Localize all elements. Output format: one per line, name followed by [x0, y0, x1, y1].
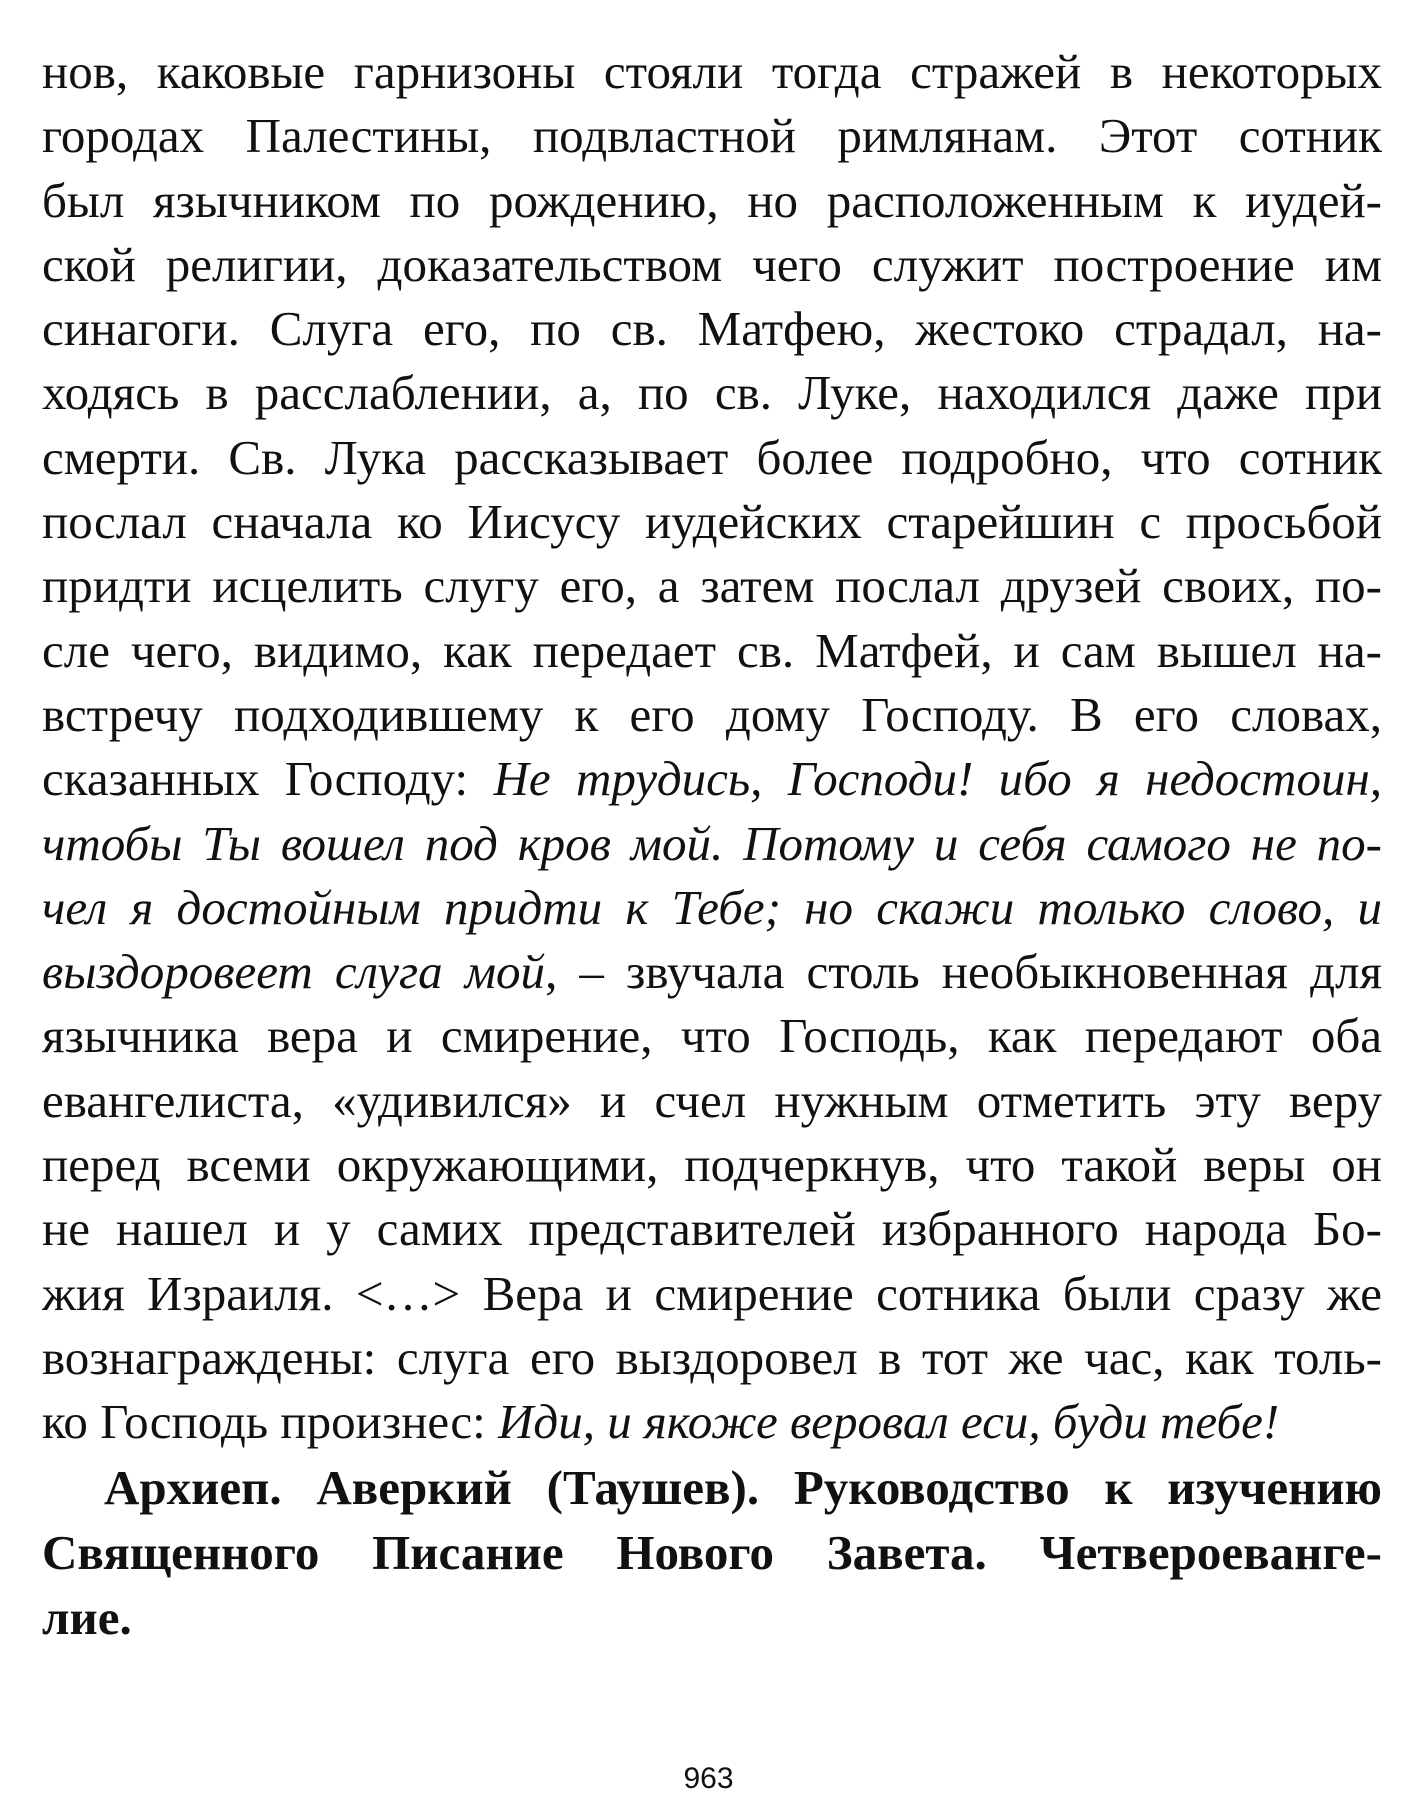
text-line: ходясь в расслаблении, а, по св. Луке, находился даже при [42, 365, 1382, 421]
text-line: встречу подходившему к его дому Господу. В его словах, [42, 686, 1382, 742]
italic-quote: выздоровеет слуга мой [42, 944, 546, 1000]
italic-quote: Не трудись, Господи! ибо я недостоин, [493, 751, 1382, 807]
source-line: лие. [42, 1589, 132, 1645]
italic-quote-line: чтобы Ты вошел под кров мой. Потому и себя самого не по- [42, 815, 1382, 871]
italic-quote-line: чел я достойным придти к Тебе; но скажи только слово, и [42, 879, 1382, 935]
text-line [42, 940, 1382, 1004]
text-line: вознаграждены: слуга его выздоровел в тот же час, как толь- [42, 1329, 1382, 1385]
text-line: придти исцелить слугу его, а затем послал друзей своих, по- [42, 558, 1382, 614]
page-content [42, 40, 1382, 1650]
text-line: нов, каковые гарнизоны стояли тогда стражей в некоторых [42, 44, 1382, 99]
text-line: перед всеми окружающими, подчеркнув, что такой веры он [42, 1137, 1382, 1193]
text-span: , – звучала столь необыкновенная для [545, 944, 1382, 1000]
text-line: ской религии, доказательством чего служит построение им [42, 236, 1382, 292]
text-line: сле чего, видимо, как передает св. Матфей, и сам вышел на- [42, 622, 1382, 678]
text-line: не нашел и у самих представителей избранного народа Бо- [42, 1201, 1382, 1257]
text-line: жия Израиля. <…> Вера и смирение сотника были сразу же [42, 1265, 1382, 1321]
source-line: Священного Писание Нового Завета. Четвероеванге- [42, 1524, 1382, 1580]
text-span: ко Господь произнес: [42, 1394, 499, 1450]
text-span: сказанных Господу: [42, 751, 494, 807]
text-line: послал сначала ко Иисусу иудейских старейшин с просьбой [42, 494, 1382, 550]
text-line: был язычником по рождению, но расположенным к иудей- [42, 172, 1382, 228]
text-line: городах Палестины, подвластной римлянам. Этот сотник [42, 108, 1382, 164]
text-line: смерти. Св. Лука рассказывает более подробно, что сотник [42, 429, 1382, 485]
text-line [42, 1390, 1382, 1454]
source-citation [42, 1455, 1382, 1650]
text-line [42, 747, 1382, 811]
body-text [42, 40, 1382, 1455]
page-number: 963 [683, 1762, 734, 1795]
text-line: евангелиста, «удивился» и счел нужным отметить эту веру [42, 1072, 1382, 1128]
text-line: язычника вера и смирение, что Господь, как передают оба [42, 1008, 1382, 1064]
italic-quote: Иди, и якоже веровал еси, буди тебе! [498, 1394, 1280, 1450]
source-line: Архиеп. Аверкий (Таушев). Руководство к изучению [104, 1459, 1382, 1515]
text-line: синагоги. Слуга его, по св. Матфею, жестоко страдал, на- [42, 301, 1382, 357]
